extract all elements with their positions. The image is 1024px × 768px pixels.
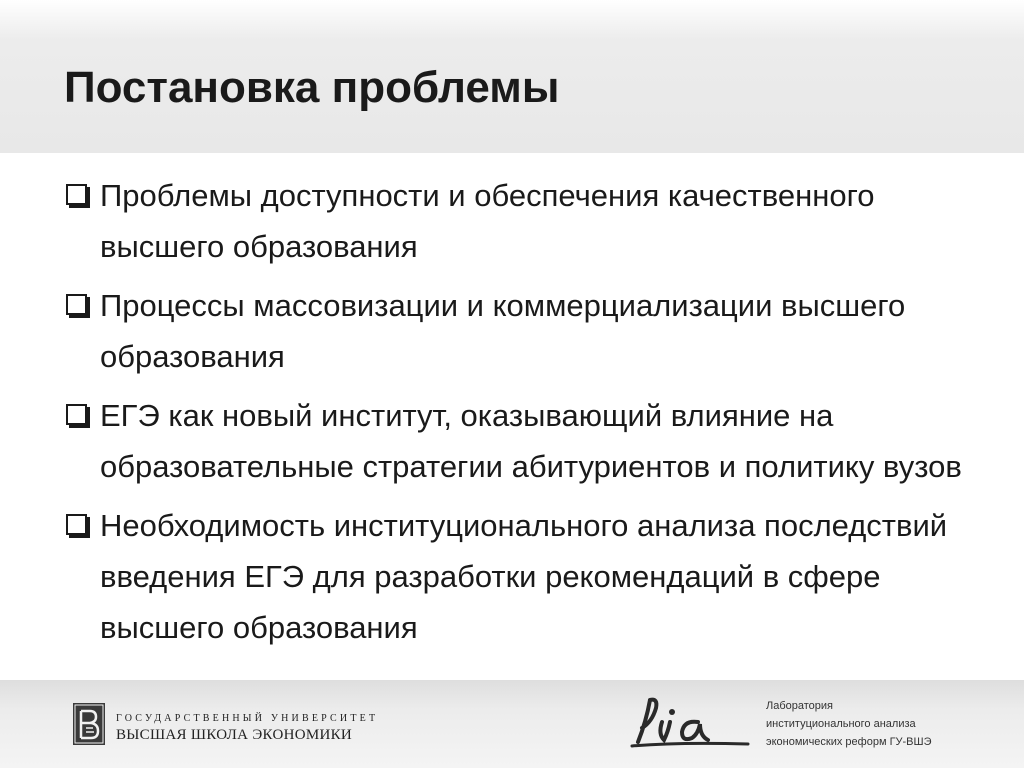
bullet-text: Проблемы доступности и обеспечения качественного высшего образования bbox=[100, 178, 875, 264]
bullet-text: Процессы массовизации и коммерциализации высшего образования bbox=[100, 288, 906, 374]
checkbox-bullet-icon bbox=[66, 294, 87, 315]
checkbox-bullet-icon bbox=[66, 404, 87, 425]
bullet-item bbox=[64, 500, 1004, 653]
hse-wordmark bbox=[116, 712, 378, 744]
checkbox-bullet-icon bbox=[66, 184, 87, 205]
lab-caption-line: Лаборатория bbox=[766, 700, 833, 712]
lab-signature-logo-icon bbox=[628, 692, 752, 754]
bullet-list bbox=[64, 170, 1004, 661]
lab-caption bbox=[766, 697, 932, 751]
slide-title: Постановка проблемы bbox=[64, 63, 560, 112]
hse-emblem-icon bbox=[72, 702, 106, 746]
bullet-item bbox=[64, 390, 1004, 492]
hse-subtitle: ГОСУДАРСТВЕННЫЙ УНИВЕРСИТЕТ bbox=[116, 713, 379, 724]
lab-caption-line: институционального анализа bbox=[766, 718, 916, 730]
bullet-text: Необходимость институционального анализа последствий введения ЕГЭ для разработки рекомендаций в сфере высшего образования bbox=[100, 508, 948, 645]
checkbox-bullet-icon bbox=[66, 514, 87, 535]
bullet-item bbox=[64, 280, 1004, 382]
hse-name: ВЫСШАЯ ШКОЛА ЭКОНОМИКИ bbox=[116, 727, 353, 743]
lab-caption-line: экономических реформ ГУ-ВШЭ bbox=[766, 736, 932, 748]
bullet-text: ЕГЭ как новый институт, оказывающий влияние на образовательные стратегии абитуриентов и политику вузов bbox=[100, 398, 962, 484]
bullet-item bbox=[64, 170, 1004, 272]
